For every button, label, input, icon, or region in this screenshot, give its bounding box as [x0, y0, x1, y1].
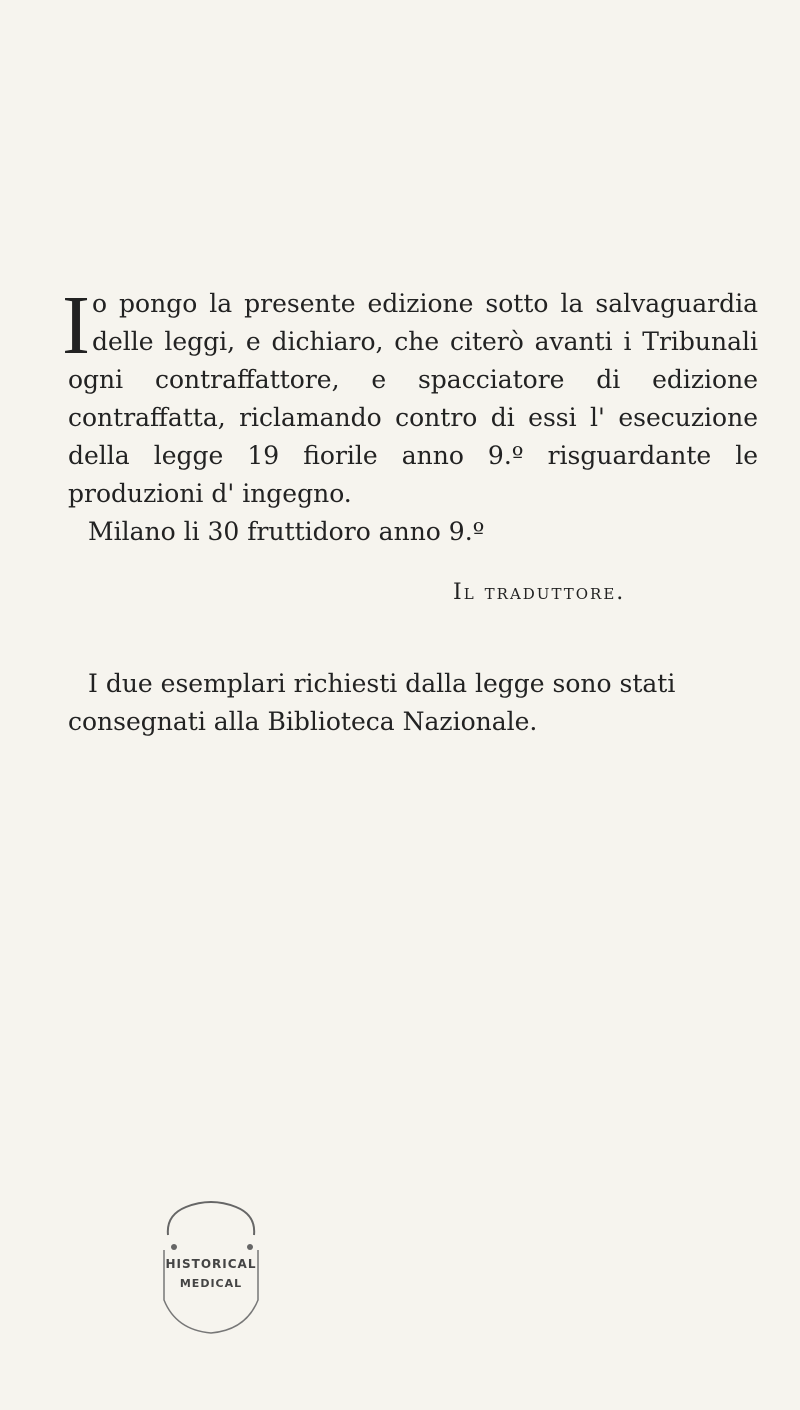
- notice-paragraph: [62, 279, 758, 513]
- copyright-notice: [62, 279, 758, 551]
- stamp-top-label: HISTORICAL: [165, 1257, 257, 1271]
- drop-cap: I: [62, 279, 90, 372]
- signature: Il traduttore.: [453, 580, 626, 605]
- stamp-bottom-label: MEDICAL: [179, 1277, 243, 1290]
- notice-body: o pongo la presente edizione sotto la salvaguardia delle leggi, e dichiaro, che citerò avanti i Tribunali ogni contraffattore, e spacciatore di edizione contraffatta, riclamando contro di essi l' esecuzione della legge 19 fiorile anno 9.º risguardante le produzioni d' ingegno.: [68, 289, 758, 508]
- deposit-text: I due esemplari richiesti dalla legge sono stati consegnati alla Biblioteca Nazionale.: [68, 669, 676, 736]
- dateline: Milano li 30 fruttidoro anno 9.º: [88, 517, 485, 546]
- library-stamp: [146, 1195, 276, 1340]
- deposit-note: [68, 665, 758, 741]
